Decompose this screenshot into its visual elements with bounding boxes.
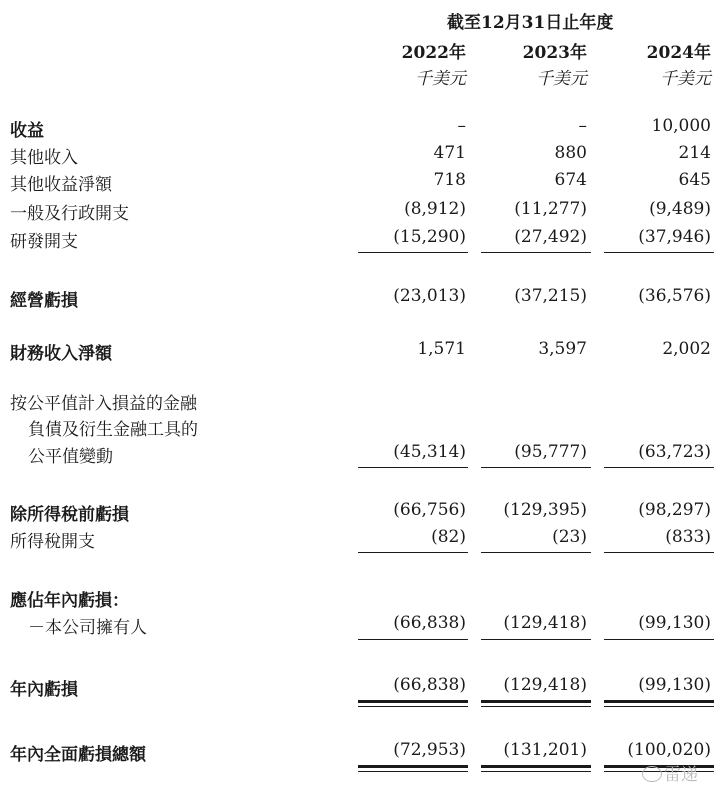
row-label: －本公司擁有人 (28, 618, 147, 638)
value-2022: (82) (431, 527, 466, 547)
table-row (0, 286, 720, 312)
unit-label: 千美元 (660, 69, 711, 89)
row-label: 按公平值計入損益的金融 (10, 394, 197, 414)
subtotal-rule (604, 467, 714, 468)
watermark (642, 760, 698, 785)
value-2024: (63,723) (638, 442, 711, 462)
value-2022: (72,953) (393, 740, 466, 760)
value-2024: (9,489) (649, 199, 711, 219)
value-2024: (99,130) (638, 675, 711, 695)
total-double-rule (481, 765, 591, 768)
value-2022: (45,314) (393, 442, 466, 462)
value-2022: (66,756) (393, 500, 466, 520)
subtotal-rule (604, 252, 714, 253)
value-2023: (37,215) (514, 286, 587, 306)
table-row (0, 199, 720, 225)
table-row (0, 227, 720, 253)
value-2022: (23,013) (393, 286, 466, 306)
table-row (0, 116, 720, 142)
row-label: 一般及行政開支 (10, 204, 129, 224)
value-2023: (129,418) (503, 613, 587, 633)
total-double-rule (358, 706, 468, 707)
period-heading: 截至12月31日止年度 (447, 13, 614, 33)
row-label: 公平值變動 (28, 447, 113, 467)
value-2023: 880 (554, 143, 587, 163)
row-label: 年內全面虧損總額 (10, 745, 146, 765)
value-2023: 3,597 (538, 339, 587, 359)
subtotal-rule (358, 552, 468, 553)
subtotal-rule (481, 467, 591, 468)
value-2023: (131,201) (503, 740, 587, 760)
value-2023: – (578, 116, 587, 136)
value-2023: (11,277) (514, 199, 587, 219)
total-double-rule (358, 771, 468, 772)
value-2022: (8,912) (404, 199, 466, 219)
subtotal-rule (604, 639, 714, 640)
value-2023: (129,418) (503, 675, 587, 695)
value-2024: (98,297) (638, 500, 711, 520)
value-2022: (66,838) (393, 675, 466, 695)
table-row (0, 586, 720, 612)
unit-label: 千美元 (415, 69, 466, 89)
table-row (0, 442, 720, 468)
total-double-rule (481, 706, 591, 707)
total-double-rule (604, 706, 714, 707)
value-2023: (129,395) (503, 500, 587, 520)
row-label: 財務收入淨額 (10, 344, 112, 364)
value-2024: 214 (678, 143, 711, 163)
table-row (0, 527, 720, 553)
total-double-rule (358, 700, 468, 703)
table-row (0, 740, 720, 766)
total-double-rule (481, 700, 591, 703)
value-2024: (833) (665, 527, 711, 547)
value-2023: (23) (552, 527, 587, 547)
subtotal-rule (358, 467, 468, 468)
year-2024-heading: 2024年 (646, 43, 711, 63)
year-2022-heading: 2022年 (401, 43, 466, 63)
year-2023-heading: 2023年 (522, 43, 587, 63)
watermark-text: 雷递 (664, 765, 698, 785)
value-2024: (99,130) (638, 613, 711, 633)
row-label: 應佔年內虧損： (10, 591, 129, 611)
value-2022: 1,571 (417, 339, 466, 359)
row-label: 其他收入 (10, 148, 78, 168)
weibo-icon (642, 766, 662, 782)
unit-label: 千美元 (536, 69, 587, 89)
subtotal-rule (481, 552, 591, 553)
value-2023: (27,492) (514, 227, 587, 247)
value-2024: (36,576) (638, 286, 711, 306)
value-2022: 718 (433, 170, 466, 190)
value-2024: (37,946) (638, 227, 711, 247)
row-label: 收益 (10, 121, 44, 141)
subtotal-rule (481, 252, 591, 253)
table-row (0, 415, 720, 441)
value-2023: 674 (554, 170, 587, 190)
total-double-rule (481, 771, 591, 772)
row-label: 除所得稅前虧損 (10, 505, 129, 525)
subtotal-rule (358, 252, 468, 253)
value-2022: (66,838) (393, 613, 466, 633)
value-2024: 10,000 (651, 116, 711, 136)
row-label: 所得稅開支 (10, 532, 95, 552)
value-2022: (15,290) (393, 227, 466, 247)
table-row (0, 339, 720, 365)
subtotal-rule (481, 639, 591, 640)
value-2024: 645 (678, 170, 711, 190)
row-label: 負債及衍生金融工具的 (28, 420, 198, 440)
table-row (0, 613, 720, 639)
row-label: 其他收益淨額 (10, 175, 112, 195)
value-2024: 2,002 (662, 339, 711, 359)
table-row (0, 675, 720, 701)
total-double-rule (358, 765, 468, 768)
table-row (0, 389, 720, 415)
table-row (0, 143, 720, 169)
row-label: 經營虧損 (10, 291, 78, 311)
table-row (0, 500, 720, 526)
table-row (0, 170, 720, 196)
value-2022: 471 (433, 143, 466, 163)
row-label: 年內虧損 (10, 680, 78, 700)
value-2022: – (457, 116, 466, 136)
total-double-rule (604, 700, 714, 703)
value-2024: (100,020) (627, 740, 711, 760)
value-2023: (95,777) (514, 442, 587, 462)
subtotal-rule (358, 639, 468, 640)
row-label: 研發開支 (10, 232, 78, 252)
subtotal-rule (604, 552, 714, 553)
